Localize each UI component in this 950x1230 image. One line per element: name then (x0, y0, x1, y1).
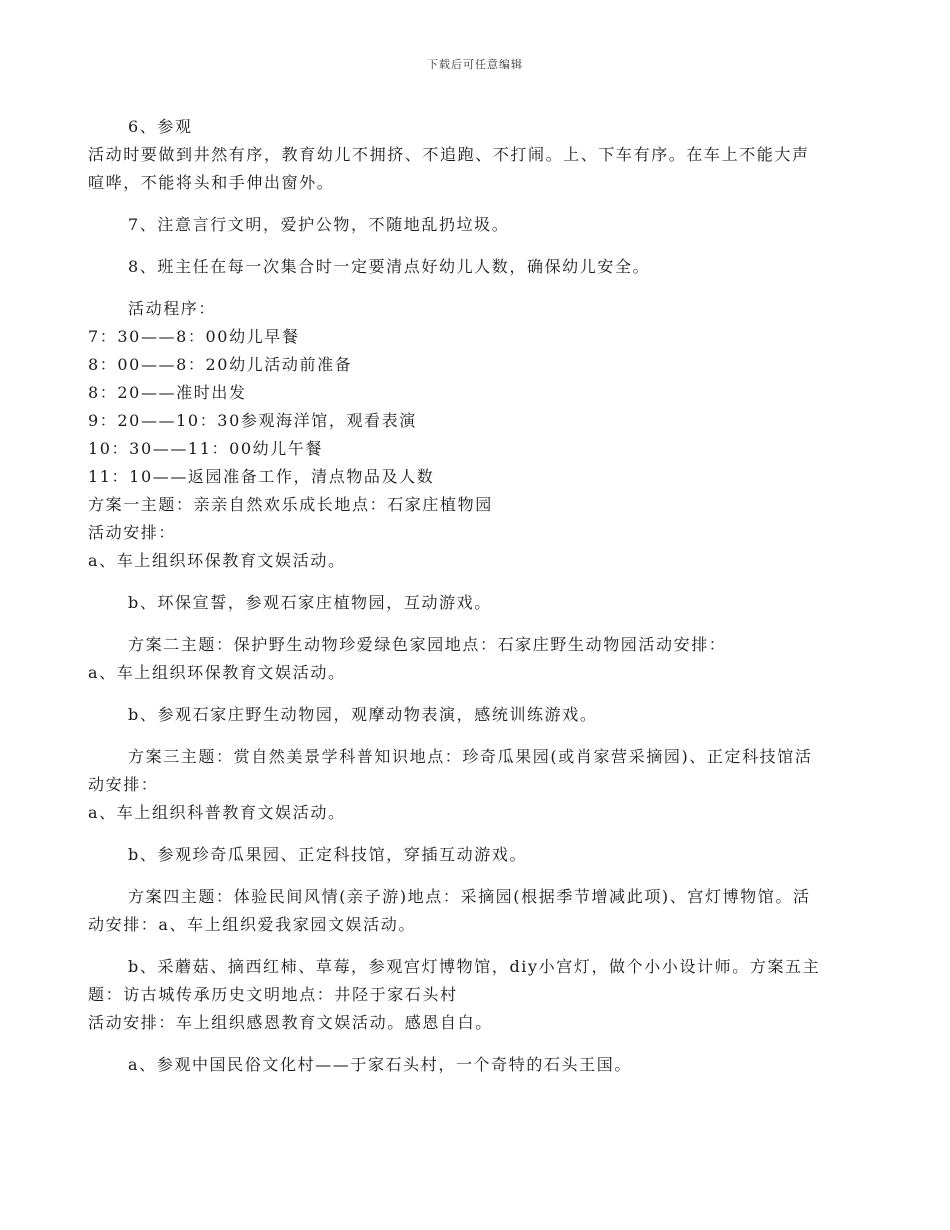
plan-3-item-b: b、参观珍奇瓜果园、正定科技馆，穿插互动游戏。 (128, 845, 528, 864)
plan-4-item-b-line-1: b、采蘑菇、摘西红柿、草莓，参观宫灯博物馆，diy小宫灯，做个小小设计师。方案五主 (128, 957, 821, 976)
plan-4-title-line-2: 动安排：a、车上组织爱我家园文娱活动。 (88, 915, 416, 934)
item-8: 8、班主任在每一次集合时一定要清点好幼儿人数，确保幼儿安全。 (128, 257, 651, 276)
item-7: 7、注意言行文明，爱护公物，不随地乱扔垃圾。 (128, 215, 510, 234)
plan-3-title-line-2: 动安排： (88, 775, 159, 794)
plan-3-title-line-1: 方案三主题：赏自然美景学科普知识地点：珍奇瓜果园(或肖家营采摘园)、正定科技馆活 (128, 747, 813, 766)
schedule-item: 11：10——返园准备工作，清点物品及人数 (88, 467, 435, 486)
program-title: 活动程序： (128, 299, 217, 318)
plan-3-item-a: a、车上组织科普教育文娱活动。 (88, 803, 346, 822)
plan-5-item-a: a、参观中国民俗文化村——于家石头村，一个奇特的石头王国。 (128, 1055, 632, 1074)
plan-2-item-b: b、参观石家庄野生动物园，观摩动物表演，感统训练游戏。 (128, 705, 598, 724)
plan-1-item-b: b、环保宣誓，参观石家庄植物园，互动游戏。 (128, 593, 492, 612)
page-header: 下载后可任意编辑 (427, 58, 523, 71)
schedule-item: 7：30——8：00幼儿早餐 (88, 327, 300, 346)
plan-5-arrangement: 活动安排：车上组织感恩教育文娱活动。感恩自白。 (88, 1013, 493, 1032)
item-6-text-line-2: 喧哗，不能将头和手伸出窗外。 (88, 173, 335, 192)
schedule-item: 8：00——8：20幼儿活动前准备 (88, 355, 353, 374)
document-body (88, 113, 860, 1079)
plan-4-item-b-line-2: 题：访古城传承历史文明地点：井陉于家石头村 (88, 985, 458, 1004)
item-6-text-line-1: 活动时要做到井然有序，教育幼儿不拥挤、不追跑、不打闹。上、下车有序。在车上不能大声 (88, 145, 810, 164)
schedule-item: 9：20——10：30参观海洋馆，观看表演 (88, 411, 417, 430)
plan-1-arrangement: 活动安排： (88, 523, 177, 542)
schedule-item: 10：30——11：00幼儿午餐 (88, 439, 324, 458)
plan-2-item-a: a、车上组织环保教育文娱活动。 (88, 663, 346, 682)
item-6-title: 6、参观 (128, 117, 193, 136)
plan-1-title: 方案一主题：亲亲自然欢乐成长地点：石家庄植物园 (88, 495, 493, 514)
plan-4-title-line-1: 方案四主题：体验民间风情(亲子游)地点：采摘园(根据季节增减此项)、宫灯博物馆。活 (128, 887, 811, 906)
plan-1-item-a: a、车上组织环保教育文娱活动。 (88, 551, 346, 570)
schedule-item: 8：20——准时出发 (88, 383, 247, 402)
plan-2-title: 方案二主题：保护野生动物珍爱绿色家园地点：石家庄野生动物园活动安排： (128, 635, 727, 654)
